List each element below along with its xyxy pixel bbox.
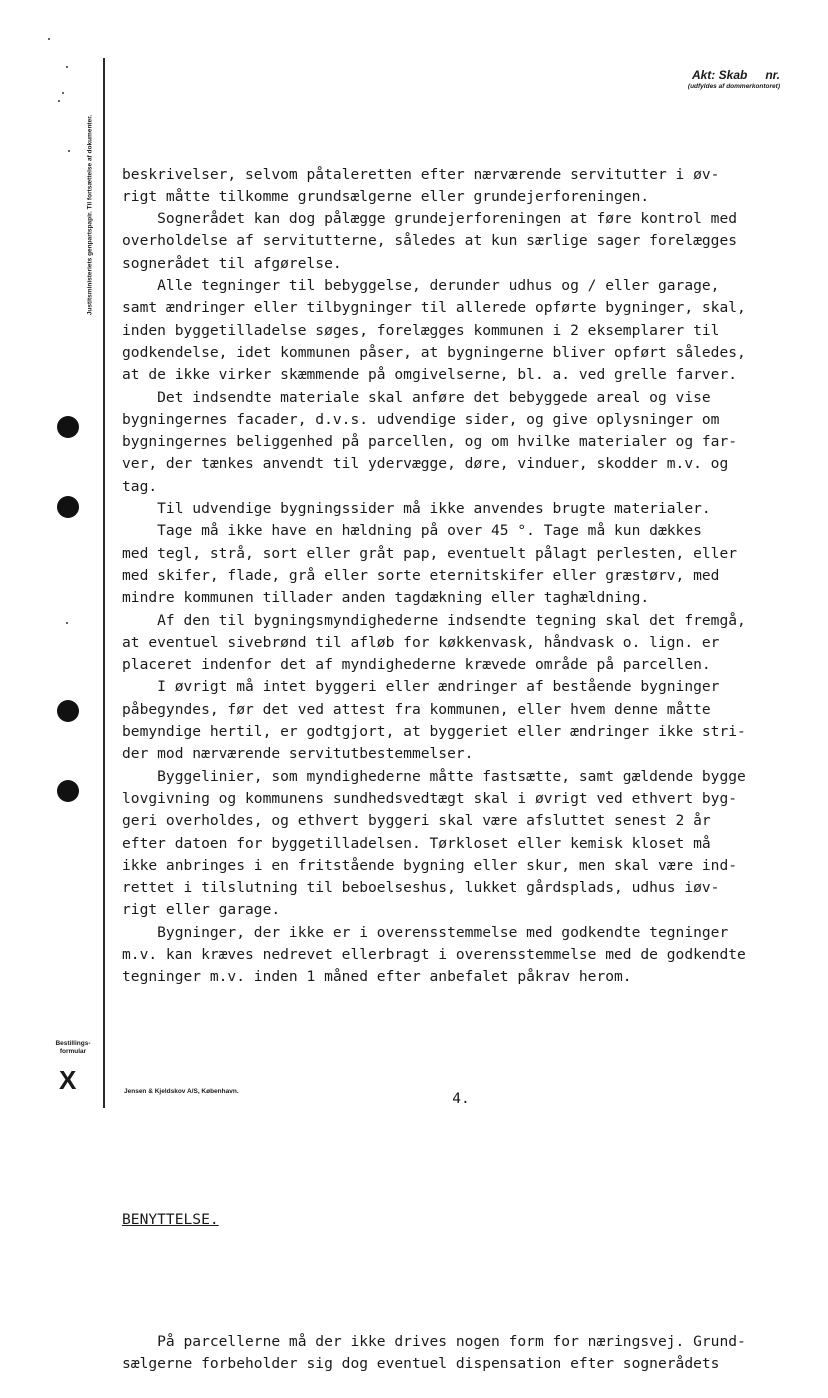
speck (68, 150, 70, 152)
document-header (688, 68, 780, 90)
text-line: rigt måtte tilkomme grundsælgerne eller grundejerforeningen. (122, 187, 650, 205)
text-line: inden byggetilladelse søges, forelægges kommunen i 2 eksemplarer til (122, 321, 720, 339)
text-line: Bygninger, der ikke er i overensstemmelse med godkendte tegninger (122, 923, 729, 941)
text-line: Tage må ikke have en hældning på over 45 °. Tage må kun dækkes (122, 522, 702, 540)
section-paragraph (122, 1331, 790, 1376)
text-line: m.v. kan kræves nedrevet ellerbragt i overensstemmelse med de godkendte (122, 945, 746, 963)
text-line: med skifer, flade, grå eller sorte eternitskifer eller græstørv, med (122, 566, 720, 584)
text-line: Byggelinier, som myndighederne måtte fastsætte, samt gældende bygge (122, 767, 746, 785)
margin-rule (103, 58, 105, 1108)
text-line: overholdelse af servitutterne, således at kun særlige sager forelægges (122, 232, 738, 250)
speck (48, 38, 50, 40)
text-line: sognerådet til afgørelse. (122, 254, 342, 272)
text-line: beskrivelser, selvom påtaleretten efter nærværende servitutter i øv- (122, 165, 720, 183)
text-line: tegninger m.v. inden 1 måned efter anbefalet påkrav herom. (122, 968, 632, 986)
text-line: lovgivning og kommunens sundhedsvedtægt skal i øvrigt ved ethvert byg- (122, 789, 738, 807)
text-line: placeret indenfor det af myndighederne krævede område på parcellen. (122, 656, 711, 674)
punch-hole (57, 780, 79, 802)
section-heading: BENYTTELSE. (122, 1211, 219, 1229)
text-line: rettet i tilslutning til beboelseshus, lukket gårdsplads, udhus iøv- (122, 879, 720, 897)
text-line: samt ændringer eller tilbygninger til allerede opførte bygninger, skal, (122, 299, 746, 317)
body-paragraphs (122, 164, 790, 989)
text-line: efter datoen for byggetilladelsen. Tørkloset eller kemisk kloset må (122, 834, 711, 852)
text-line: Til udvendige bygningssider må ikke anvendes brugte materialer. (122, 500, 711, 518)
punch-hole (57, 416, 79, 438)
section-number: 4. (452, 1089, 470, 1107)
printer-imprint: Jensen & Kjeldskov A/S, København. (124, 1088, 239, 1095)
punch-hole (57, 700, 79, 722)
akt-field: Akt: Skab nr. (691, 68, 780, 82)
speck (66, 66, 68, 68)
document-body (122, 119, 790, 1398)
speck (66, 622, 68, 624)
text-line: mindre kommunen tillader anden tagdækning eller taghældning. (122, 589, 650, 607)
text-line: godkendelse, idet kommunen påser, at bygningerne bliver opført således, (122, 343, 746, 361)
text-line: Det indsendte materiale skal anføre det bebyggede areal og vise (122, 388, 711, 406)
text-line: med tegl, strå, sort eller gråt pap, eventuelt pålagt perlesten, eller (122, 544, 738, 562)
speck (58, 100, 60, 102)
x-mark: X (59, 1065, 77, 1095)
text-line: rigt eller garage. (122, 901, 281, 919)
punch-hole (57, 496, 79, 518)
speck (62, 92, 64, 94)
text-line: at eventuel sivebrønd til afløb for køkkenvask, håndvask o. lign. er (122, 633, 720, 651)
text-line: sælgerne forbeholder sig dog eventuel dispensation efter sognerådets (122, 1355, 720, 1373)
text-line: Sognerådet kan dog pålægge grundejerforeningen at føre kontrol med (122, 210, 738, 228)
text-line: I øvrigt må intet byggeri eller ændringer af bestående bygninger (122, 678, 720, 696)
text-line: bemyndige hertil, er godtgjort, at byggeriet eller ændringer ikke stri- (122, 723, 746, 741)
text-line: Alle tegninger til bebyggelse, derunder udhus og / eller garage, (122, 277, 720, 295)
text-line: Af den til bygningsmyndighederne indsendte tegning skal det fremgå, (122, 611, 746, 629)
text-line: der mod nærværende servitutbestemmelser. (122, 745, 474, 763)
text-line: På parcellerne må der ikke drives nogen form for næringsvej. Grund- (122, 1332, 746, 1350)
margin-note: Justitsministeriets genpartspapir. Til fortsættelse af dokumenter. (86, 114, 94, 316)
text-line: ver, der tænkes anvendt til ydervægge, døre, vinduer, skodder m.v. og (122, 455, 729, 473)
text-line: at de ikke virker skæmmende på omgivelserne, bl. a. ved grelle farver. (122, 366, 738, 384)
text-line: bygningernes facader, d.v.s. udvendige sider, og give oplysninger om (122, 410, 720, 428)
text-line: ikke anbringes i en fritstående bygning eller skur, men skal være ind- (122, 856, 738, 874)
text-line: bygningernes beliggenhed på parcellen, og om hvilke materialer og far- (122, 433, 738, 451)
text-line: tag. (122, 477, 158, 495)
text-line: påbegyndes, før det ved attest fra kommunen, eller hvem denne måtte (122, 700, 711, 718)
text-line: geri overholdes, og ethvert byggeri skal være afsluttet senest 2 år (122, 812, 711, 830)
akt-subtitle: (udfyldes af dommerkontoret) (687, 83, 780, 90)
order-form-label: Bestillings- formular (55, 1040, 91, 1055)
